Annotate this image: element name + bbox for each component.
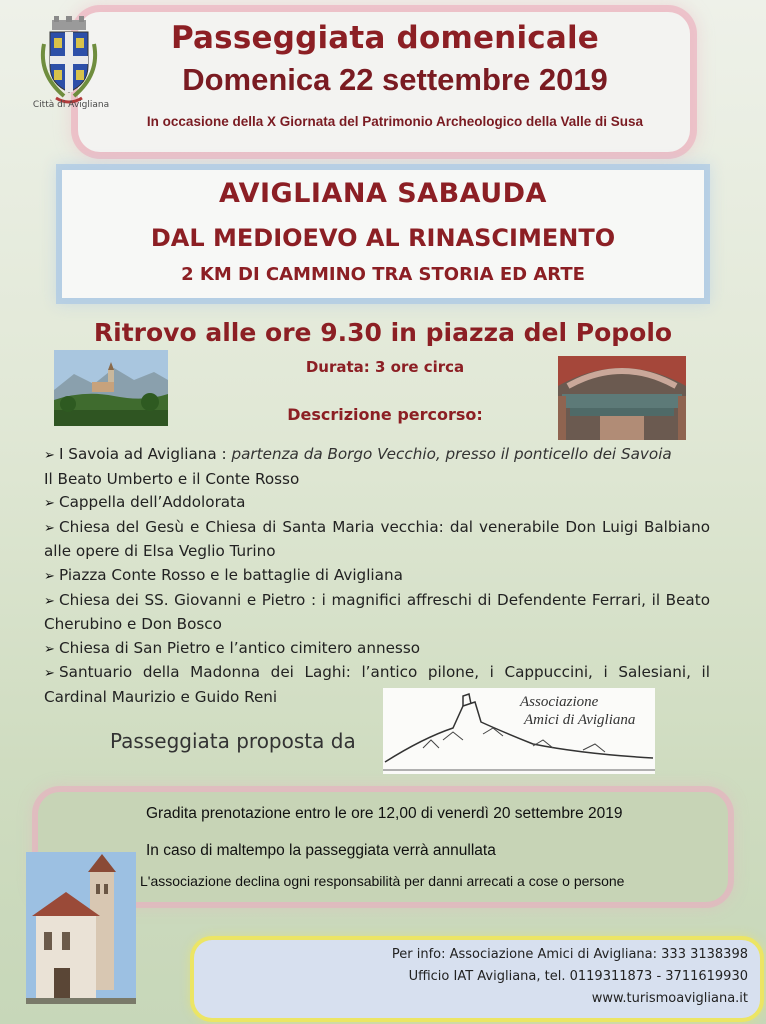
city-caption: Città di Avigliana (32, 100, 110, 110)
arrow-bullet-icon: ➢ (44, 520, 55, 536)
route-list (44, 443, 710, 710)
capital-photo (558, 356, 686, 440)
church-photo (26, 852, 136, 1004)
route-item-title: Cappella dell’Addolorata (59, 493, 246, 512)
association-name-line1: Associazione (520, 694, 599, 710)
arrow-bullet-icon: ➢ (44, 448, 55, 463)
route-item (44, 443, 710, 491)
route-item-title: I Savoia ad Avigliana : (59, 445, 227, 463)
city-crest-icon (34, 14, 104, 110)
route-item (44, 589, 710, 637)
route-item (44, 491, 710, 516)
route-item (44, 637, 710, 662)
event-title: Passeggiata domenicale (170, 20, 600, 56)
banner-tagline: 2 KM DI CAMMINO TRA STORIA ED ARTE (181, 264, 585, 285)
arrow-bullet-icon: ➢ (44, 593, 55, 609)
banner-title: AVIGLIANA SABAUDA (219, 178, 547, 209)
route-item-title: Chiesa dei SS. Giovanni e Pietro : i magnifici affreschi di Defendente Ferrari, il Beato Cherubino e Don Bosco (44, 590, 710, 634)
arrow-bullet-icon: ➢ (44, 666, 55, 682)
info-contact: Per info: Associazione Amici di Avigliana: 333 3138398 (391, 947, 748, 962)
weather-note: In caso di maltempo la passeggiata verrà annullata (146, 842, 496, 859)
event-date: Domenica 22 settembre 2019 (182, 62, 608, 97)
liability-note: L'associazione declina ogni responsabilità per danni arrecati a cose o persone (140, 873, 625, 889)
arrow-bullet-icon: ➢ (44, 568, 55, 584)
route-item-title: Piazza Conte Rosso e le battaglie di Avigliana (59, 565, 403, 584)
duration: Durata: 3 ore circa (305, 358, 465, 376)
route-item-continuation: Il Beato Umberto e il Conte Rosso (44, 469, 300, 488)
proposal-text: Passeggiata proposta da (110, 729, 356, 753)
association-name-line2: Amici di Avigliana (524, 712, 636, 728)
route-item-detail: partenza da Borgo Vecchio, presso il ponticello dei Savoia (231, 445, 672, 463)
arrow-bullet-icon: ➢ (44, 641, 55, 657)
info-website[interactable]: www.turismoavigliana.it (591, 991, 748, 1006)
route-item-title: Chiesa di San Pietro e l’antico cimitero annesso (59, 638, 421, 657)
banner-subtitle: DAL MEDIOEVO AL RINASCIMENTO (150, 224, 616, 252)
event-occasion: In occasione della X Giornata del Patrimonio Archeologico della Valle di Susa (146, 114, 644, 129)
village-photo (54, 350, 168, 426)
route-item (44, 564, 710, 589)
meeting-point: Ritrovo alle ore 9.30 in piazza del Popolo (93, 318, 673, 347)
route-item-title: Chiesa del Gesù e Chiesa di Santa Maria vecchia: dal venerabile Don Luigi Balbiano alle opere di Elsa Veglio Turino (44, 517, 710, 561)
route-item-title: Santuario della Madonna dei Laghi: l’antico pilone, i Cappuccini, i Salesiani, il Cardinal Maurizio e Guido Reni (44, 663, 710, 706)
booking-note: Gradita prenotazione entro le ore 12,00 di venerdì 20 settembre 2019 (146, 805, 623, 822)
route-item (44, 516, 710, 564)
info-office: Ufficio IAT Avigliana, tel. 0119311873 - 3711619930 (408, 969, 748, 984)
route-heading: Descrizione percorso: (287, 405, 483, 424)
arrow-bullet-icon: ➢ (44, 496, 55, 512)
